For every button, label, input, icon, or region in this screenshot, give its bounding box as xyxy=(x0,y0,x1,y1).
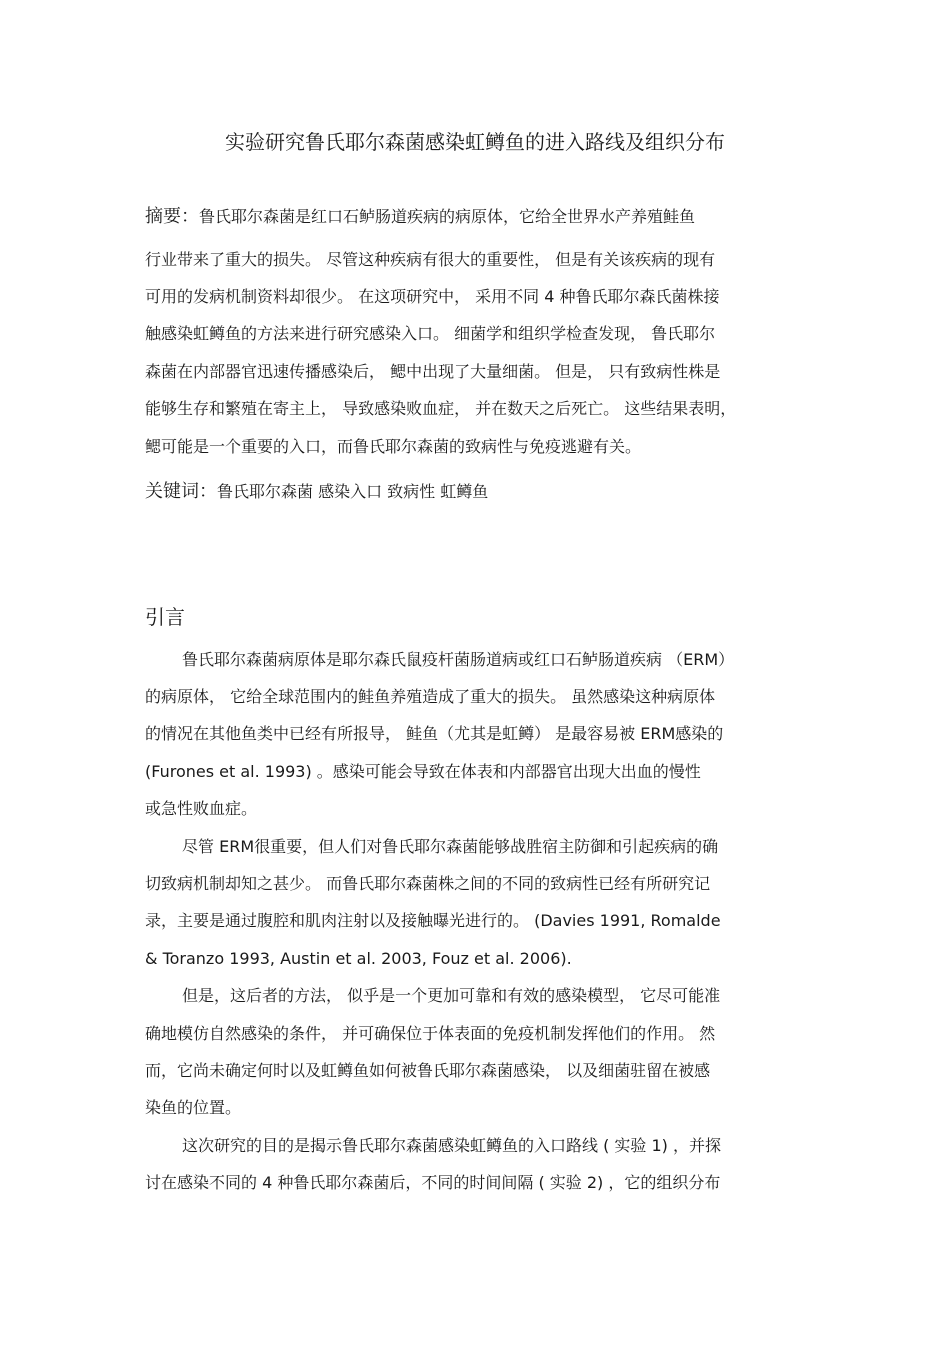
intro-line: 录，主要是通过腹腔和肌肉注射以及接触曝光进行的。 (Davies 1991, Romalde xyxy=(145,911,721,930)
intro-line: 的情况在其他鱼类中已经有所报导， 鲑鱼（尤其是虹鳟） 是最容易被 ERM感染的 xyxy=(145,724,724,743)
keywords-text: 鲁氏耶尔森菌 感染入口 致病性 虹鳟鱼 xyxy=(217,482,489,501)
abstract-line xyxy=(145,206,825,228)
intro-line: 鲁氏耶尔森菌病原体是耶尔森氏鼠疫杆菌肠道病或红口石鲈肠道疾病 （ERM） xyxy=(182,650,735,669)
abstract-line: 鳃可能是一个重要的入口，而鲁氏耶尔森菌的致病性与免疫逃避有关。 xyxy=(145,437,642,456)
abstract-label: 摘要： xyxy=(145,206,199,227)
keywords-label: 关键词： xyxy=(145,481,217,502)
intro-line: 讨在感染不同的 4 种鲁氏耶尔森菌后，不同的时间间隔 ( 实验 2) ，它的组织分布 xyxy=(145,1173,721,1192)
intro-line: 尽管 ERM很重要，但人们对鲁氏耶尔森菌能够战胜宿主防御和引起疾病的确 xyxy=(182,837,719,856)
intro-line: 但是，这后者的方法， 似乎是一个更加可靠和有效的感染模型， 它尽可能准 xyxy=(182,986,721,1005)
abstract-text: 鲁氏耶尔森菌是红口石鲈肠道疾病的病原体，它给全世界水产养殖鲑鱼 xyxy=(199,207,696,226)
abstract-line: 行业带来了重大的损失。 尽管这种疾病有很大的重要性， 但是有关该疾病的现有 xyxy=(145,250,716,269)
abstract-line: 可用的发病机制资料却很少。 在这项研究中， 采用不同 4 种鲁氏耶尔森氏菌株接 xyxy=(145,287,720,306)
intro-line: 的病原体， 它给全球范围内的鲑鱼养殖造成了重大的损失。 虽然感染这种病原体 xyxy=(145,687,716,706)
paper-title: 实验研究鲁氏耶尔森菌感染虹鳟鱼的进入路线及组织分布 xyxy=(225,130,725,154)
intro-line: 而，它尚未确定何时以及虹鳟鱼如何被鲁氏耶尔森菌感染， 以及细菌驻留在被感 xyxy=(145,1061,711,1080)
keywords-line xyxy=(145,481,825,503)
abstract-line: 森菌在内部器官迅速传播感染后， 鳃中出现了大量细菌。 但是， 只有致病性株是 xyxy=(145,362,721,381)
intro-line: 切致病机制却知之甚少。 而鲁氏耶尔森菌株之间的不同的致病性已经有所研究记 xyxy=(145,874,711,893)
intro-line: (Furones et al. 1993) 。感染可能会导致在体表和内部器官出现大出血的慢性 xyxy=(145,762,701,781)
intro-heading: 引言 xyxy=(145,605,185,629)
intro-line: 染鱼的位置。 xyxy=(145,1098,242,1117)
intro-line: 或急性败血症。 xyxy=(145,799,258,818)
abstract-line: 触感染虹鳟鱼的方法来进行研究感染入口。 细菌学和组织学检查发现， 鲁氏耶尔 xyxy=(145,324,716,343)
intro-line: 这次研究的目的是揭示鲁氏耶尔森菌感染虹鳟鱼的入口路线 ( 实验 1) ，并探 xyxy=(182,1136,722,1155)
abstract-line: 能够生存和繁殖在寄主上， 导致感染败血症， 并在数天之后死亡。 这些结果表明， xyxy=(145,399,737,418)
intro-line: 确地模仿自然感染的条件， 并可确保位于体表面的免疫机制发挥他们的作用。 然 xyxy=(145,1024,716,1043)
intro-line: & Toranzo 1993, Austin et al. 2003, Fouz et al. 2006). xyxy=(145,949,572,968)
